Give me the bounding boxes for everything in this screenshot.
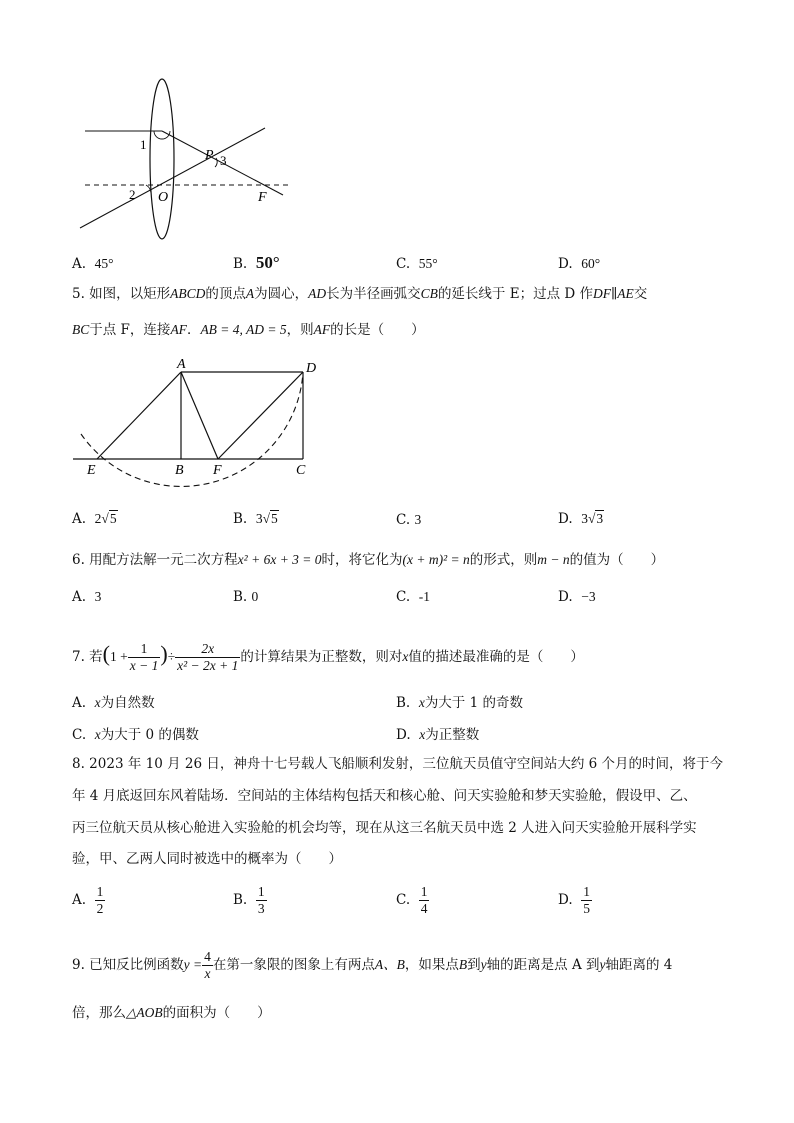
label-angle3: 3 [220, 153, 227, 168]
q8-line1: 8. 2023 年 10 月 26 日，神舟十七号载人飞船顺利发射，三位航天员值守空间站大约 6 个月的时间，将于今 [72, 756, 724, 772]
q5-option-d[interactable]: D. 3√3 [558, 511, 604, 527]
q8-option-d[interactable]: D. $\frac{1}{5}$ [558, 884, 590, 916]
label-B: B [175, 463, 184, 478]
option-text: 45° [94, 256, 114, 271]
q4-option-c[interactable] [396, 256, 438, 272]
option-text: 60° [581, 256, 601, 271]
q4-option-b[interactable] [233, 253, 280, 273]
q4-option-a[interactable] [72, 256, 114, 272]
option-text: 55° [418, 256, 438, 271]
fraction: $\frac{1}{4}$ [420, 884, 428, 916]
fraction: $\frac{4}{x}$ [204, 949, 211, 981]
q7-option-a[interactable]: A. x为自然数 [72, 695, 155, 711]
q4-option-d[interactable] [558, 256, 600, 272]
q8-option-c[interactable]: C. $\frac{1}{4}$ [396, 884, 428, 916]
option-label: A. [72, 256, 87, 272]
line-AF [181, 372, 218, 459]
label-F: F [258, 190, 267, 205]
q5-option-b[interactable]: B. 3√5 [233, 511, 278, 527]
q6-stem: 6. 用配方法解一元二次方程x² + 6x + 3 = 0时，将它化为(x + m)² = n的形式，则m − n的值为（ ） [72, 552, 665, 568]
label-D: D [306, 361, 317, 376]
option-label: D. [558, 256, 573, 272]
q7-option-c[interactable]: C. x为大于 0 的偶数 [72, 727, 199, 743]
q6-option-c[interactable]: C. -1 [396, 589, 430, 605]
fraction: $\frac{1}{5}$ [583, 884, 590, 916]
line-AE [97, 372, 181, 459]
rectangle-figure [65, 352, 335, 497]
q8-line2: 年 4 月底返回东风着陆场．空间站的主体结构包括天和核心舱、问天实验舱和梦天实验舱，假设甲、乙、 [72, 788, 697, 804]
label-angle2: 2 [129, 187, 136, 202]
label-O: O [158, 190, 169, 205]
dashed-arc [81, 372, 303, 486]
q5-option-a[interactable]: A. 2√5 [72, 511, 117, 527]
q8-option-b[interactable]: B. $\frac{1}{3}$ [233, 884, 265, 916]
q5-option-c[interactable]: C. 3 [396, 512, 422, 528]
label-A: A [177, 357, 186, 372]
q8-line4: 验，甲、乙两人同时被选中的概率为（ ） [72, 851, 342, 867]
option-label: B. [233, 256, 248, 272]
q9-line1: 9. 已知反比例函数y = $\frac{4}{x}$ 在第一象限的图象上有两点A、B，如果点B到y轴的距离是点 A 到y轴距离的 4 [72, 949, 673, 981]
q9-line2: 倍，那么△AOB的面积为（ ） [72, 1005, 271, 1021]
lens-figure [70, 75, 300, 250]
oblique-line [80, 128, 265, 228]
q5-line2: BC于点 F，连接AF．AB = 4, AD = 5，则AF的长是（ ） [72, 322, 425, 338]
line-DF [218, 372, 303, 459]
label-F: F [213, 463, 222, 478]
fraction: $\frac{1}{3}$ [257, 884, 265, 916]
angle1-arc [154, 131, 170, 139]
fraction: $\frac{1}{2}$ [96, 884, 104, 916]
q8-line3: 丙三位航天员从核心舱进入实验舱的机会均等，现在从这三名航天员中选 2 人进入问天实验舱开展科学实 [72, 820, 697, 836]
q6-option-b[interactable]: B. 0 [233, 589, 259, 605]
q7-stem: 7. 若(1 + $\frac{1}{x - 1}$ )÷ $\frac{2x}{\text{x² − 2x + 1}}$ 的计算结果为正整数，则对x值的描述最准确的是（ ） [72, 641, 584, 673]
label-E: E [87, 463, 96, 478]
option-text: 50° [255, 253, 280, 272]
q6-option-d[interactable]: D. −3 [558, 589, 596, 605]
lens-ellipse [150, 79, 174, 239]
fraction: $\frac{1}{x - 1}$ [129, 641, 159, 673]
label-C: C [296, 463, 306, 478]
label-angle1: 1 [140, 137, 147, 152]
q6-option-a[interactable]: A. 3 [72, 589, 102, 605]
option-label: C. [396, 256, 411, 272]
q7-option-b[interactable]: B. x为大于 1 的奇数 [396, 695, 523, 711]
q8-option-a[interactable]: A. $\frac{1}{2}$ [72, 884, 104, 916]
q7-option-d[interactable]: D. x为正整数 [396, 727, 480, 743]
q5-line1: 5. 如图，以矩形ABCD的顶点A为圆心，AD长为半径画弧交CB的延长线于 E；过点 D 作DF∥AE交 [72, 286, 648, 302]
label-P: P [205, 148, 214, 163]
fraction: $\frac{2x}{\text{x² − 2x + 1}}$ [177, 641, 239, 673]
